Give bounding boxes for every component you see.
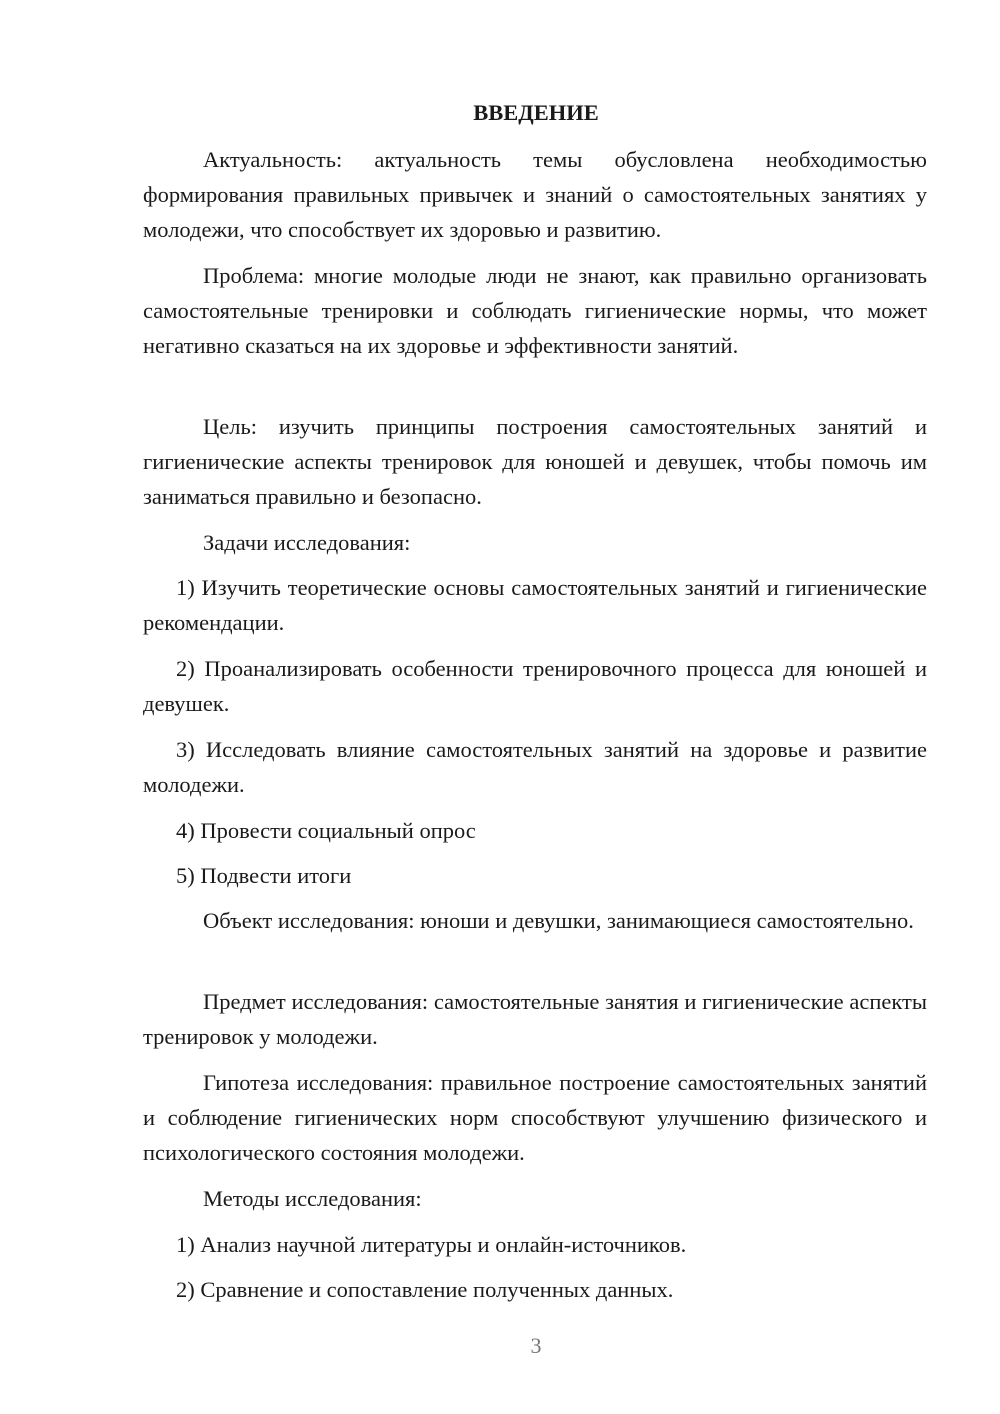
paragraph-subject: Предмет исследования: самостоятельные занятия и гигиенические аспекты тренировок у молодежи. — [143, 989, 927, 1049]
method-item-2: 2) Сравнение и сопоставление полученных данных. — [176, 1277, 674, 1302]
page-title: ВВЕДЕНИЕ — [473, 100, 599, 125]
paragraph-problem: Проблема: многие молодые люди не знают, как правильно организовать самостоятельные тренировки и соблюдать гигиенические нормы, что может негативно сказаться на их здоровье и эффективности занятий. — [143, 263, 927, 358]
task-item-5: 5) Подвести итоги — [176, 863, 352, 888]
task-item-4: 4) Провести социальный опрос — [176, 818, 476, 843]
tasks-heading: Задачи исследования: — [203, 530, 411, 555]
method-item-1: 1) Анализ научной литературы и онлайн-источников. — [176, 1232, 687, 1257]
methods-heading: Методы исследования: — [203, 1186, 422, 1211]
paragraph-hypothesis: Гипотеза исследования: правильное построение самостоятельных занятий и соблюдение гигиенических норм способствуют улучшению физического и психологического состояния молодежи. — [143, 1070, 927, 1165]
paragraph-goal: Цель: изучить принципы построения самостоятельных занятий и гигиенические аспекты тренировок для юношей и девушек, чтобы помочь им заниматься правильно и безопасно. — [143, 414, 927, 509]
paragraph-object: Объект исследования: юноши и девушки, занимающиеся самостоятельно. — [203, 908, 914, 933]
task-item-3: 3) Исследовать влияние самостоятельных занятий на здоровье и развитие молодежи. — [143, 737, 927, 797]
task-item-1: 1) Изучить теоретические основы самостоятельных занятий и гигиенические рекомендации. — [143, 575, 927, 635]
paragraph-relevance: Актуальность: актуальность темы обусловлена необходимостью формирования правильных привычек и знаний о самостоятельных занятиях у молодежи, что способствует их здоровью и развитию. — [143, 147, 927, 242]
page-number: 3 — [530, 1333, 542, 1358]
task-item-2: 2) Проанализировать особенности тренировочного процесса для юношей и девушек. — [143, 656, 927, 716]
